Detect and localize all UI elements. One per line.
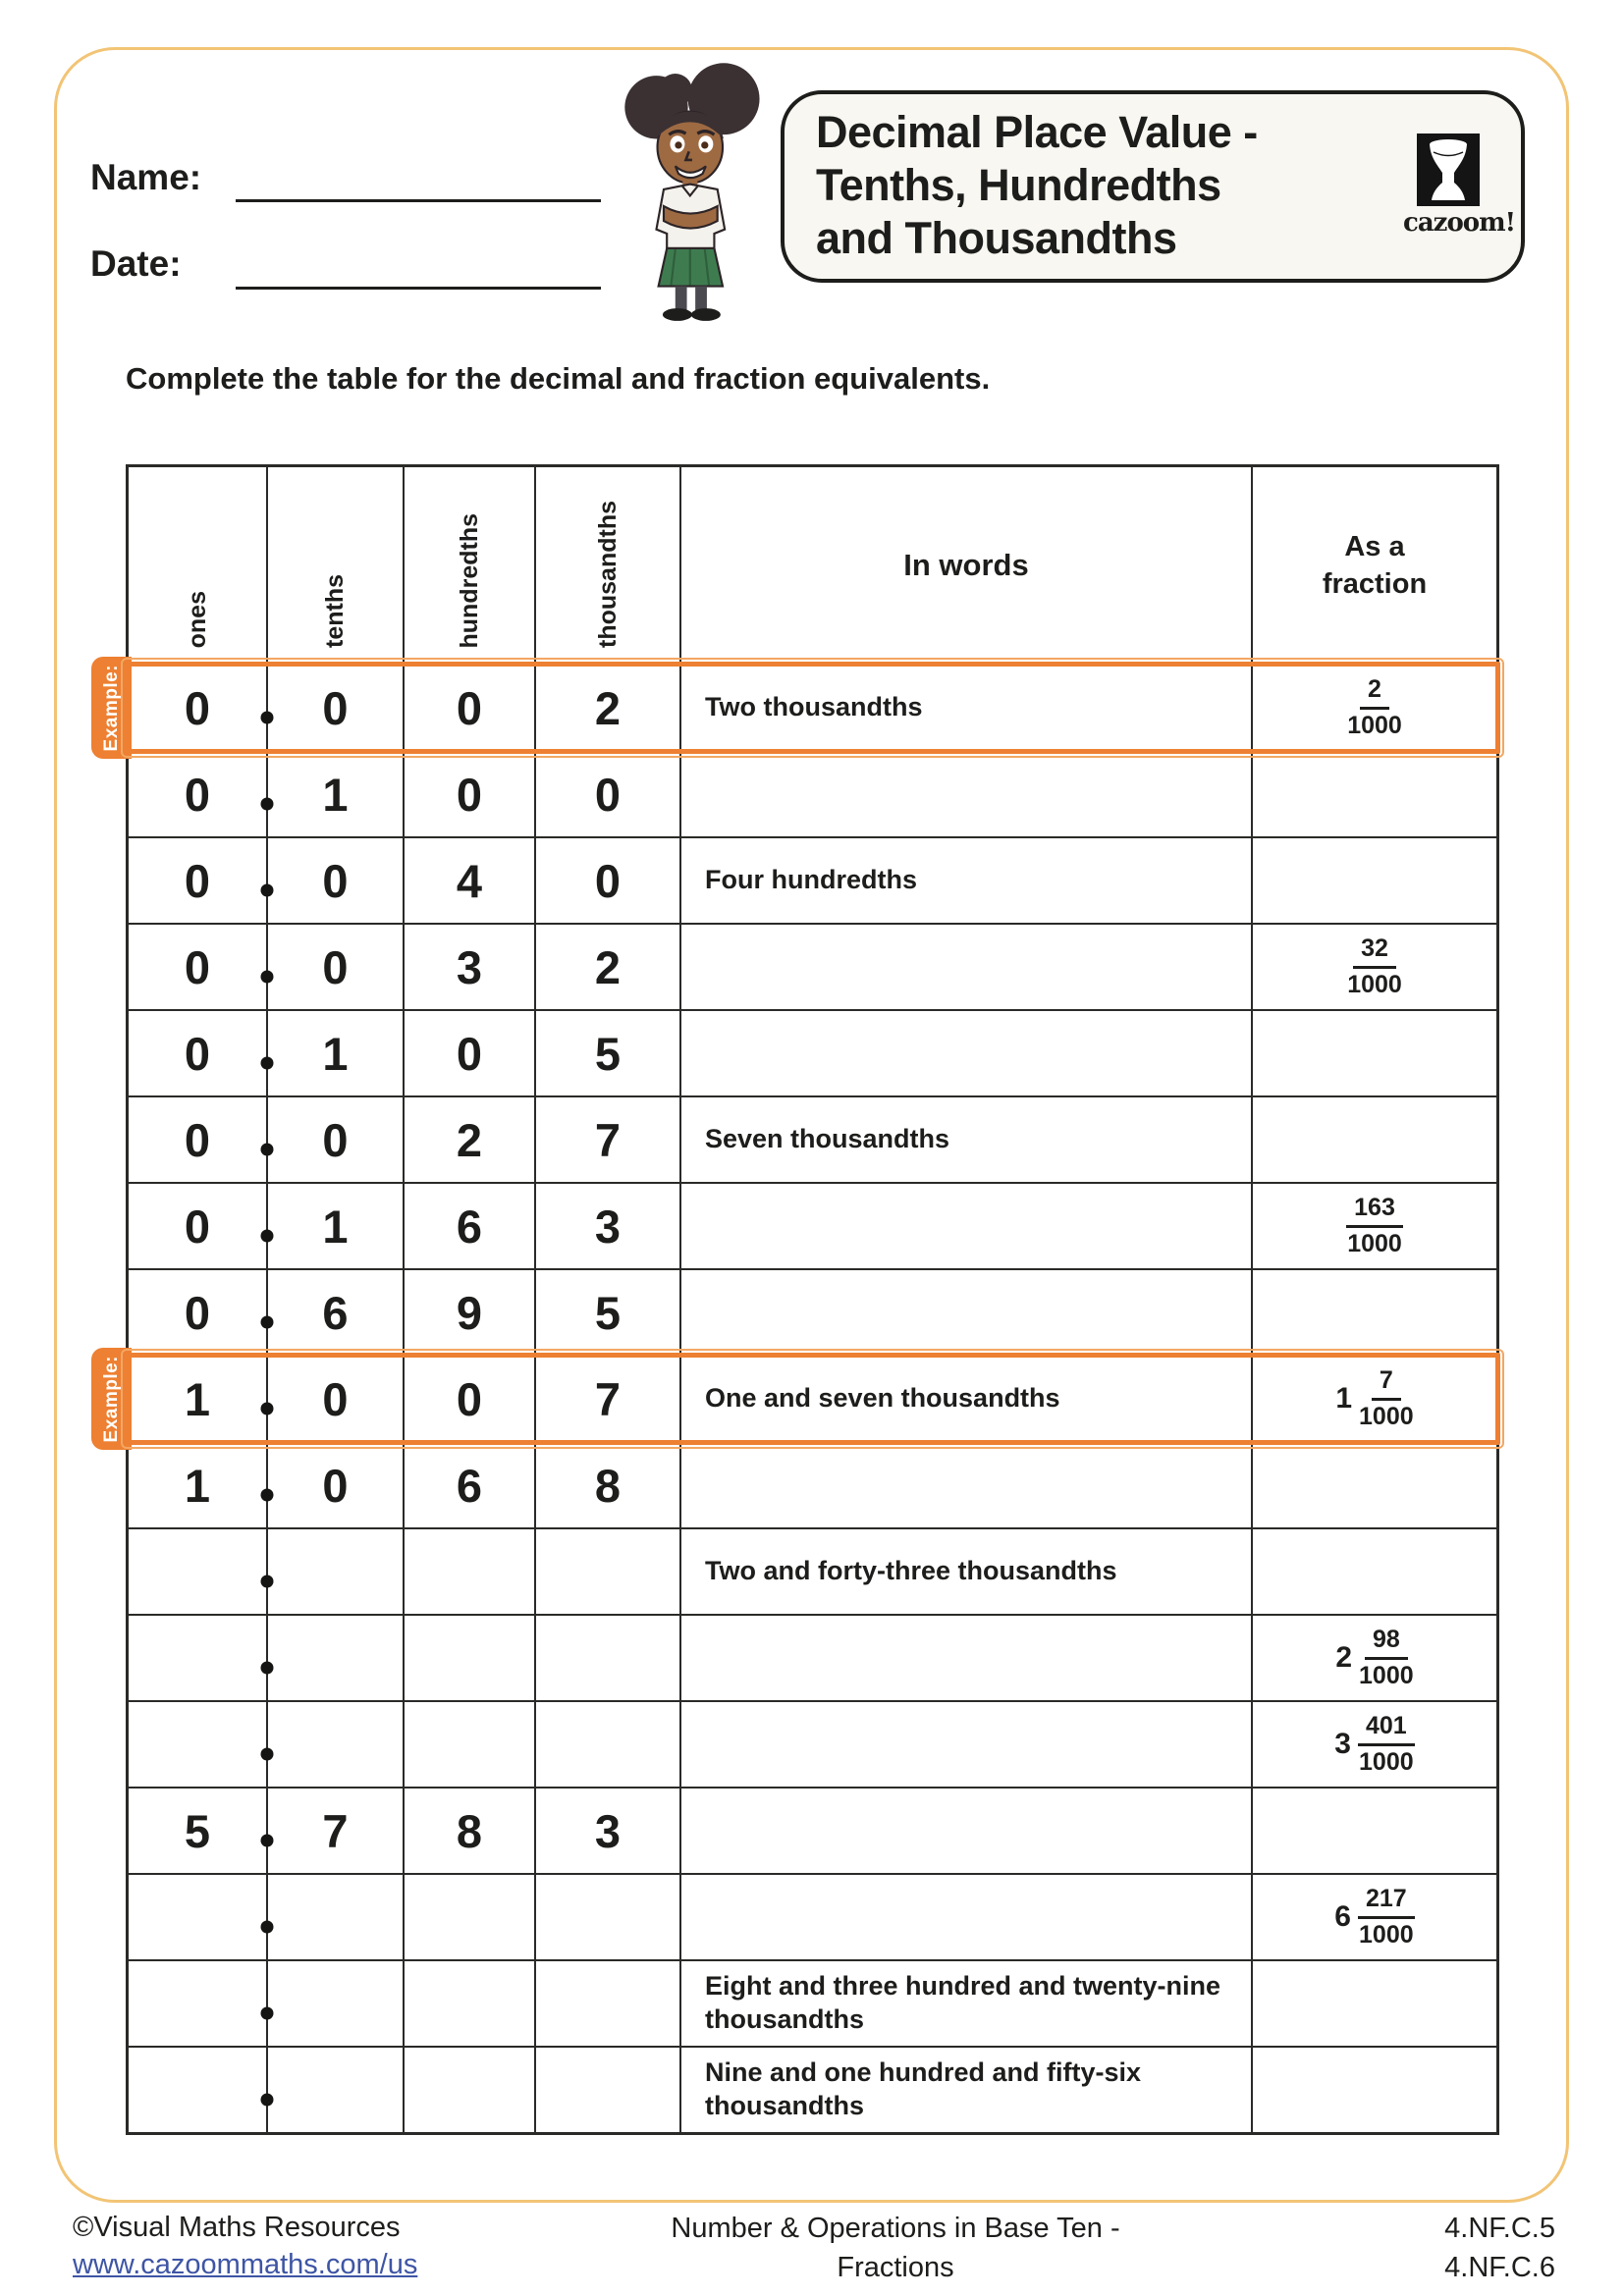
fraction-cell bbox=[1253, 2048, 1496, 2132]
ones-cell bbox=[129, 1529, 268, 1614]
header-thousandths: thousandths bbox=[536, 467, 681, 664]
ones-cell bbox=[129, 1702, 268, 1787]
fraction-denominator: 1000 bbox=[1359, 1402, 1414, 1430]
thousandths-digit: 0 bbox=[594, 854, 622, 907]
fraction-cell bbox=[1253, 752, 1496, 836]
ones-digit: 0 bbox=[184, 854, 211, 907]
ones-cell bbox=[129, 1097, 268, 1182]
header-ones: ones bbox=[129, 467, 268, 664]
header-as-fraction: As a fraction bbox=[1322, 531, 1428, 600]
ones-cell bbox=[129, 1443, 268, 1527]
in-words-cell bbox=[681, 666, 1253, 750]
footer-credit bbox=[73, 2209, 417, 2283]
fraction-stack bbox=[1359, 1627, 1414, 1689]
words-text: Eight and three hundred and twenty-nine thousandths bbox=[705, 1971, 1221, 2034]
fraction-value bbox=[1335, 1627, 1413, 1689]
title-line-3: and Thousandths bbox=[816, 213, 1177, 263]
hundredths-cell bbox=[405, 1357, 536, 1441]
table-row bbox=[129, 1182, 1496, 1268]
decimal-point bbox=[261, 1575, 274, 1588]
in-words-cell bbox=[681, 1875, 1253, 1959]
tenths-cell bbox=[268, 1184, 405, 1268]
fraction-cell bbox=[1253, 666, 1496, 750]
tenths-cell bbox=[268, 1529, 405, 1614]
table-row bbox=[129, 1700, 1496, 1787]
thousandths-cell bbox=[536, 2048, 681, 2132]
fraction-cell bbox=[1253, 1875, 1496, 1959]
tenths-cell bbox=[268, 752, 405, 836]
thousandths-cell bbox=[536, 838, 681, 923]
hundredths-digit: 0 bbox=[456, 681, 483, 734]
in-words-cell bbox=[681, 925, 1253, 1009]
words-text: Four hundredths bbox=[705, 865, 917, 895]
hundredths-digit: 8 bbox=[456, 1804, 483, 1857]
hundredths-digit: 2 bbox=[456, 1113, 483, 1166]
thousandths-digit: 3 bbox=[594, 1200, 622, 1253]
name-label: Name: bbox=[90, 157, 202, 197]
tenths-cell bbox=[268, 666, 405, 750]
tenths-digit: 0 bbox=[322, 1372, 349, 1425]
decimal-point bbox=[261, 971, 274, 984]
in-words-cell bbox=[681, 1270, 1253, 1355]
fraction-cell bbox=[1253, 1097, 1496, 1182]
name-fill-line bbox=[236, 199, 601, 202]
hundredths-cell bbox=[405, 752, 536, 836]
in-words-cell bbox=[681, 1961, 1253, 2046]
in-words-cell bbox=[681, 1789, 1253, 1873]
tenths-digit: 0 bbox=[322, 681, 349, 734]
header-tenths: tenths bbox=[268, 467, 405, 664]
place-value-table bbox=[100, 464, 1499, 2135]
tenths-cell bbox=[268, 1270, 405, 1355]
thousandths-digit: 0 bbox=[594, 768, 622, 821]
tenths-cell bbox=[268, 1357, 405, 1441]
in-words-cell bbox=[681, 1616, 1253, 1700]
fraction-cell bbox=[1253, 1529, 1496, 1614]
in-words-cell bbox=[681, 1097, 1253, 1182]
hundredths-cell bbox=[405, 925, 536, 1009]
fraction-denominator: 1000 bbox=[1359, 1747, 1414, 1776]
decimal-point bbox=[261, 1748, 274, 1761]
in-words-cell bbox=[681, 1529, 1253, 1614]
table-row bbox=[129, 923, 1496, 1009]
ones-cell bbox=[129, 838, 268, 923]
thousandths-cell bbox=[536, 1789, 681, 1873]
tenths-digit: 7 bbox=[322, 1804, 349, 1857]
table-row bbox=[129, 836, 1496, 923]
decimal-point bbox=[261, 1921, 274, 1934]
decimal-point bbox=[261, 1403, 274, 1415]
fraction-stack bbox=[1347, 935, 1402, 998]
hundredths-cell bbox=[405, 1529, 536, 1614]
tenths-digit: 0 bbox=[322, 854, 349, 907]
fraction-stack bbox=[1358, 1886, 1415, 1949]
topic-line-2: Fractions bbox=[837, 2252, 954, 2283]
tenths-digit: 0 bbox=[322, 1113, 349, 1166]
decimal-point bbox=[261, 1316, 274, 1329]
ones-cell bbox=[129, 1616, 268, 1700]
tenths-digit: 0 bbox=[322, 1459, 349, 1512]
hundredths-cell bbox=[405, 1875, 536, 1959]
fraction-value bbox=[1335, 1367, 1413, 1430]
thousandths-cell bbox=[536, 752, 681, 836]
thousandths-digit: 3 bbox=[594, 1804, 622, 1857]
ones-cell bbox=[129, 666, 268, 750]
table-row bbox=[129, 1959, 1496, 2046]
header-hundredths: hundredths bbox=[405, 467, 536, 664]
ones-digit: 1 bbox=[184, 1459, 211, 1512]
thousandths-digit: 7 bbox=[594, 1372, 622, 1425]
thousandths-cell bbox=[536, 1616, 681, 1700]
table-row bbox=[129, 1527, 1496, 1614]
hundredths-cell bbox=[405, 2048, 536, 2132]
tenths-cell bbox=[268, 1702, 405, 1787]
fraction-numerator: 217 bbox=[1358, 1886, 1415, 1919]
ones-digit: 1 bbox=[184, 1372, 211, 1425]
thousandths-cell bbox=[536, 666, 681, 750]
ones-cell bbox=[129, 1270, 268, 1355]
tenths-digit: 1 bbox=[322, 1200, 349, 1253]
table-header-row bbox=[129, 467, 1496, 664]
fraction-cell bbox=[1253, 1011, 1496, 1095]
tenths-cell bbox=[268, 1875, 405, 1959]
ones-digit: 0 bbox=[184, 768, 211, 821]
fraction-stack bbox=[1359, 1367, 1414, 1430]
title-line-2: Tenths, Hundredths bbox=[816, 160, 1221, 210]
example-tab bbox=[91, 657, 132, 759]
thousandths-digit: 2 bbox=[594, 940, 622, 993]
fraction-cell bbox=[1253, 838, 1496, 923]
words-text: Seven thousandths bbox=[705, 1124, 950, 1154]
example-tab-label: Example: bbox=[100, 1355, 122, 1443]
header-in-words: In words bbox=[681, 467, 1253, 664]
hundredths-digit: 0 bbox=[456, 1027, 483, 1080]
tenths-cell bbox=[268, 2048, 405, 2132]
instruction-text: Complete the table for the decimal and fraction equivalents. bbox=[126, 361, 991, 396]
hundredths-cell bbox=[405, 1270, 536, 1355]
fraction-cell bbox=[1253, 1616, 1496, 1700]
fraction-cell bbox=[1253, 1184, 1496, 1268]
fraction-value bbox=[1346, 1195, 1403, 1257]
fraction-whole: 3 bbox=[1334, 1728, 1351, 1760]
in-words-cell bbox=[681, 1011, 1253, 1095]
decimal-point bbox=[261, 2007, 274, 2020]
table-row bbox=[100, 664, 1496, 752]
table-row bbox=[129, 1787, 1496, 1873]
cazoom-link[interactable]: www.cazoommaths.com/us bbox=[73, 2249, 418, 2280]
thousandths-digit: 5 bbox=[594, 1286, 622, 1339]
table-row bbox=[129, 1441, 1496, 1527]
in-words-cell bbox=[681, 2048, 1253, 2132]
thousandths-cell bbox=[536, 1011, 681, 1095]
decimal-point bbox=[261, 1230, 274, 1243]
fraction-stack bbox=[1347, 676, 1402, 739]
tenths-digit: 6 bbox=[322, 1286, 349, 1339]
ones-cell bbox=[129, 1184, 268, 1268]
table-row bbox=[129, 1095, 1496, 1182]
fraction-numerator: 163 bbox=[1346, 1195, 1403, 1228]
fraction-numerator: 401 bbox=[1358, 1713, 1415, 1746]
ones-digit: 0 bbox=[184, 1027, 211, 1080]
ones-cell bbox=[129, 1357, 268, 1441]
page-title bbox=[816, 106, 1258, 265]
decimal-point bbox=[261, 798, 274, 811]
table-row bbox=[129, 1268, 1496, 1355]
cazoom-logo bbox=[1403, 133, 1516, 238]
decimal-point bbox=[261, 1144, 274, 1156]
hundredths-cell bbox=[405, 1961, 536, 2046]
hundredths-cell bbox=[405, 1184, 536, 1268]
hundredths-cell bbox=[405, 838, 536, 923]
ones-cell bbox=[129, 1961, 268, 2046]
hundredths-digit: 3 bbox=[456, 940, 483, 993]
thousandths-cell bbox=[536, 1097, 681, 1182]
thousandths-cell bbox=[536, 1270, 681, 1355]
table-row bbox=[129, 1873, 1496, 1959]
fraction-cell bbox=[1253, 1443, 1496, 1527]
thousandths-cell bbox=[536, 1443, 681, 1527]
fraction-stack bbox=[1358, 1713, 1415, 1776]
decimal-point bbox=[261, 712, 274, 724]
title-box bbox=[781, 90, 1525, 283]
words-text: One and seven thousandths bbox=[705, 1383, 1060, 1414]
fraction-denominator: 1000 bbox=[1359, 1661, 1414, 1689]
copyright-text: ©Visual Maths Resources bbox=[73, 2212, 401, 2243]
fraction-whole: 1 bbox=[1335, 1382, 1353, 1415]
fraction-numerator: 98 bbox=[1365, 1627, 1408, 1660]
table-row bbox=[129, 1614, 1496, 1700]
example-tab-label: Example: bbox=[100, 664, 122, 752]
thousandths-cell bbox=[536, 1961, 681, 2046]
fraction-value bbox=[1347, 935, 1402, 998]
ones-cell bbox=[129, 1875, 268, 1959]
hundredths-digit: 4 bbox=[456, 854, 483, 907]
hundredths-cell bbox=[405, 1443, 536, 1527]
decimal-point bbox=[261, 1662, 274, 1675]
fraction-denominator: 1000 bbox=[1359, 1920, 1414, 1949]
fraction-denominator: 1000 bbox=[1347, 711, 1402, 739]
in-words-cell bbox=[681, 1357, 1253, 1441]
hundredths-digit: 6 bbox=[456, 1459, 483, 1512]
fraction-whole: 2 bbox=[1335, 1641, 1353, 1674]
footer-standards bbox=[1444, 2209, 1555, 2287]
hundredths-cell bbox=[405, 666, 536, 750]
thousandths-digit: 7 bbox=[594, 1113, 622, 1166]
fraction-stack bbox=[1346, 1195, 1403, 1257]
hundredths-cell bbox=[405, 1011, 536, 1095]
tenths-digit: 1 bbox=[322, 768, 349, 821]
hundredths-digit: 0 bbox=[456, 768, 483, 821]
thousandths-cell bbox=[536, 925, 681, 1009]
fraction-cell bbox=[1253, 1702, 1496, 1787]
tenths-cell bbox=[268, 838, 405, 923]
ones-cell bbox=[129, 925, 268, 1009]
fraction-cell bbox=[1253, 925, 1496, 1009]
hundredths-digit: 9 bbox=[456, 1286, 483, 1339]
tenths-digit: 1 bbox=[322, 1027, 349, 1080]
in-words-cell bbox=[681, 1443, 1253, 1527]
ones-digit: 0 bbox=[184, 1200, 211, 1253]
fraction-numerator: 2 bbox=[1360, 676, 1389, 710]
table-row bbox=[100, 1355, 1496, 1443]
fraction-cell bbox=[1253, 1961, 1496, 2046]
decimal-point bbox=[261, 884, 274, 897]
hundredths-digit: 0 bbox=[456, 1372, 483, 1425]
decimal-point bbox=[261, 2094, 274, 2107]
in-words-cell bbox=[681, 1184, 1253, 1268]
ones-digit: 0 bbox=[184, 940, 211, 993]
tenths-cell bbox=[268, 1961, 405, 2046]
ones-digit: 0 bbox=[184, 1286, 211, 1339]
ones-digit: 0 bbox=[184, 681, 211, 734]
thousandths-digit: 8 bbox=[594, 1459, 622, 1512]
thousandths-cell bbox=[536, 1529, 681, 1614]
fraction-numerator: 7 bbox=[1372, 1367, 1401, 1401]
hundredths-cell bbox=[405, 1097, 536, 1182]
fraction-value bbox=[1334, 1713, 1414, 1776]
ones-cell bbox=[129, 752, 268, 836]
words-text: Nine and one hundred and fifty-six thousandths bbox=[705, 2057, 1142, 2120]
tenths-digit: 0 bbox=[322, 940, 349, 993]
hundredths-cell bbox=[405, 1616, 536, 1700]
tenths-cell bbox=[268, 1011, 405, 1095]
date-label: Date: bbox=[90, 243, 182, 284]
date-fill-line bbox=[236, 287, 601, 290]
in-words-cell bbox=[681, 752, 1253, 836]
thousandths-digit: 2 bbox=[594, 681, 622, 734]
ones-cell bbox=[129, 1011, 268, 1095]
thousandths-cell bbox=[536, 1702, 681, 1787]
standard-code-1: 4.NF.C.5 bbox=[1444, 2213, 1555, 2244]
decimal-point bbox=[261, 1057, 274, 1070]
in-words-cell bbox=[681, 1702, 1253, 1787]
fraction-cell bbox=[1253, 1789, 1496, 1873]
logo-wordmark: cazoom! bbox=[1403, 208, 1516, 238]
hundredths-cell bbox=[405, 1702, 536, 1787]
tenths-cell bbox=[268, 925, 405, 1009]
fraction-numerator: 32 bbox=[1353, 935, 1396, 969]
in-words-cell bbox=[681, 838, 1253, 923]
thousandths-cell bbox=[536, 1875, 681, 1959]
fraction-cell bbox=[1253, 1270, 1496, 1355]
words-text: Two thousandths bbox=[705, 692, 923, 722]
hundredths-digit: 6 bbox=[456, 1200, 483, 1253]
thousandths-cell bbox=[536, 1357, 681, 1441]
ones-digit: 5 bbox=[184, 1804, 211, 1857]
fraction-denominator: 1000 bbox=[1347, 1229, 1402, 1257]
hundredths-cell bbox=[405, 1789, 536, 1873]
table-body bbox=[100, 664, 1496, 2132]
tenths-cell bbox=[268, 1789, 405, 1873]
ones-cell bbox=[129, 1789, 268, 1873]
decimal-point bbox=[261, 1489, 274, 1502]
fraction-whole: 6 bbox=[1334, 1900, 1351, 1933]
fraction-value bbox=[1334, 1886, 1414, 1949]
thousandths-cell bbox=[536, 1184, 681, 1268]
drum-icon bbox=[1417, 133, 1480, 206]
fraction-denominator: 1000 bbox=[1347, 970, 1402, 998]
topic-line-1: Number & Operations in Base Ten - bbox=[671, 2213, 1120, 2244]
tenths-cell bbox=[268, 1616, 405, 1700]
table-row bbox=[129, 1009, 1496, 1095]
ones-cell bbox=[129, 2048, 268, 2132]
student-illustration bbox=[611, 59, 776, 322]
words-text: Two and forty-three thousandths bbox=[705, 1556, 1117, 1586]
title-line-1: Decimal Place Value - bbox=[816, 107, 1258, 157]
table-row bbox=[129, 750, 1496, 836]
fraction-cell bbox=[1253, 1357, 1496, 1441]
table-row bbox=[129, 2046, 1496, 2132]
footer-topic bbox=[552, 2209, 1239, 2287]
fraction-value bbox=[1347, 676, 1402, 739]
example-tab bbox=[91, 1348, 132, 1450]
tenths-cell bbox=[268, 1097, 405, 1182]
thousandths-digit: 5 bbox=[594, 1027, 622, 1080]
tenths-cell bbox=[268, 1443, 405, 1527]
standard-code-2: 4.NF.C.6 bbox=[1444, 2252, 1555, 2283]
ones-digit: 0 bbox=[184, 1113, 211, 1166]
decimal-point bbox=[261, 1835, 274, 1847]
